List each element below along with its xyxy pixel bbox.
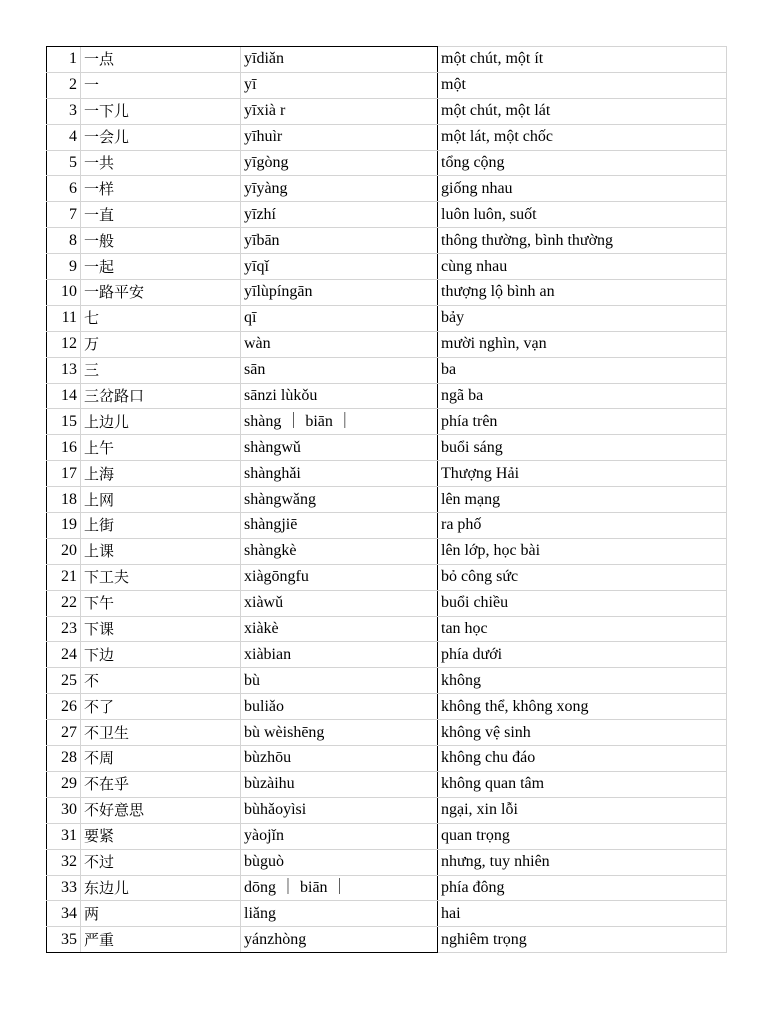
pinyin-cell: xiàkè [241, 616, 438, 642]
table-row [47, 150, 727, 176]
pinyin-cell: yīgòng [241, 150, 438, 176]
meaning-cell: không thể, không xong [438, 694, 727, 720]
table-row [47, 694, 727, 720]
meaning-cell: nghiêm trọng [438, 927, 727, 953]
hanzi-cell: 一共 [81, 150, 241, 176]
row-number-cell: 23 [47, 616, 81, 642]
row-number-cell: 33 [47, 875, 81, 901]
hanzi-cell: 上课 [81, 538, 241, 564]
meaning-cell: buổi sáng [438, 435, 727, 461]
table-row [47, 564, 727, 590]
row-number-cell: 18 [47, 487, 81, 513]
meaning-cell: không [438, 668, 727, 694]
meaning-cell: buổi chiều [438, 590, 727, 616]
pinyin-cell: bùhǎoyìsi [241, 797, 438, 823]
row-number-cell: 21 [47, 564, 81, 590]
hanzi-cell: 万 [81, 331, 241, 357]
row-number-cell: 6 [47, 176, 81, 202]
row-number-cell: 7 [47, 202, 81, 228]
table-row [47, 305, 727, 331]
row-number-cell: 32 [47, 849, 81, 875]
row-number-cell: 3 [47, 98, 81, 124]
pinyin-cell: yīlùpíngān [241, 280, 438, 306]
hanzi-cell: 下课 [81, 616, 241, 642]
table-row [47, 47, 727, 73]
pinyin-cell: bù wèishēng [241, 720, 438, 746]
row-number-cell: 8 [47, 228, 81, 254]
hanzi-cell: 一会儿 [81, 124, 241, 150]
pinyin-cell: yīyàng [241, 176, 438, 202]
hanzi-cell: 三岔路口 [81, 383, 241, 409]
hanzi-cell: 不了 [81, 694, 241, 720]
table-row [47, 642, 727, 668]
row-number-cell: 27 [47, 720, 81, 746]
hanzi-cell: 要紧 [81, 823, 241, 849]
meaning-cell: không vệ sinh [438, 720, 727, 746]
table-row [47, 538, 727, 564]
pinyin-cell: xiàwǔ [241, 590, 438, 616]
meaning-cell: một chút, một ít [438, 47, 727, 73]
hanzi-cell: 不在乎 [81, 771, 241, 797]
pinyin-cell: xiàbian [241, 642, 438, 668]
pinyin-cell: yīxià r [241, 98, 438, 124]
vocabulary-table [46, 46, 727, 953]
pinyin-cell: xiàgōngfu [241, 564, 438, 590]
row-number-cell: 13 [47, 357, 81, 383]
meaning-cell: tan học [438, 616, 727, 642]
hanzi-cell: 不 [81, 668, 241, 694]
pinyin-cell: dōng ｜ biān ｜ [241, 875, 438, 901]
table-row [47, 357, 727, 383]
table-row [47, 383, 727, 409]
hanzi-cell: 一起 [81, 254, 241, 280]
meaning-cell: phía dưới [438, 642, 727, 668]
row-number-cell: 12 [47, 331, 81, 357]
pinyin-cell: yàojǐn [241, 823, 438, 849]
table-row [47, 849, 727, 875]
meaning-cell: phía đông [438, 875, 727, 901]
pinyin-cell: shàngwǎng [241, 487, 438, 513]
pinyin-cell: bùguò [241, 849, 438, 875]
meaning-cell: ra phố [438, 513, 727, 539]
table-row [47, 331, 727, 357]
pinyin-cell: bùzhōu [241, 746, 438, 772]
pinyin-cell: shàngjiē [241, 513, 438, 539]
row-number-cell: 24 [47, 642, 81, 668]
pinyin-cell: shàng ｜ biān ｜ [241, 409, 438, 435]
row-number-cell: 34 [47, 901, 81, 927]
row-number-cell: 17 [47, 461, 81, 487]
table-row [47, 927, 727, 953]
hanzi-cell: 两 [81, 901, 241, 927]
table-row [47, 435, 727, 461]
row-number-cell: 29 [47, 771, 81, 797]
table-row [47, 823, 727, 849]
row-number-cell: 35 [47, 927, 81, 953]
hanzi-cell: 严重 [81, 927, 241, 953]
meaning-cell: nhưng, tuy nhiên [438, 849, 727, 875]
table-row [47, 720, 727, 746]
hanzi-cell: 不周 [81, 746, 241, 772]
row-number-cell: 22 [47, 590, 81, 616]
meaning-cell: cùng nhau [438, 254, 727, 280]
vocabulary-table-body [47, 47, 727, 953]
table-row [47, 668, 727, 694]
pinyin-cell: wàn [241, 331, 438, 357]
hanzi-cell: 东边儿 [81, 875, 241, 901]
hanzi-cell: 上街 [81, 513, 241, 539]
hanzi-cell: 一般 [81, 228, 241, 254]
hanzi-cell: 下边 [81, 642, 241, 668]
row-number-cell: 19 [47, 513, 81, 539]
pinyin-cell: liǎng [241, 901, 438, 927]
table-row [47, 124, 727, 150]
table-row [47, 875, 727, 901]
meaning-cell: thông thường, bình thường [438, 228, 727, 254]
meaning-cell: lên lớp, học bài [438, 538, 727, 564]
hanzi-cell: 一样 [81, 176, 241, 202]
meaning-cell: một [438, 72, 727, 98]
meaning-cell: không quan tâm [438, 771, 727, 797]
meaning-cell: bỏ công sức [438, 564, 727, 590]
pinyin-cell: yī [241, 72, 438, 98]
meaning-cell: ngại, xin lỗi [438, 797, 727, 823]
table-row [47, 513, 727, 539]
pinyin-cell: shàngwǔ [241, 435, 438, 461]
table-row [47, 901, 727, 927]
meaning-cell: không chu đáo [438, 746, 727, 772]
meaning-cell: thượng lộ bình an [438, 280, 727, 306]
hanzi-cell: 下工夫 [81, 564, 241, 590]
hanzi-cell: 不卫生 [81, 720, 241, 746]
meaning-cell: ngã ba [438, 383, 727, 409]
meaning-cell: lên mạng [438, 487, 727, 513]
pinyin-cell: shànghǎi [241, 461, 438, 487]
table-row [47, 72, 727, 98]
hanzi-cell: 一直 [81, 202, 241, 228]
pinyin-cell: bù [241, 668, 438, 694]
meaning-cell: bảy [438, 305, 727, 331]
pinyin-cell: sānzi lùkǒu [241, 383, 438, 409]
table-row [47, 409, 727, 435]
hanzi-cell: 上午 [81, 435, 241, 461]
table-row [47, 590, 727, 616]
table-row [47, 616, 727, 642]
table-row [47, 771, 727, 797]
row-number-cell: 16 [47, 435, 81, 461]
hanzi-cell: 七 [81, 305, 241, 331]
meaning-cell: tổng cộng [438, 150, 727, 176]
table-row [47, 176, 727, 202]
meaning-cell: một chút, một lát [438, 98, 727, 124]
pinyin-cell: sān [241, 357, 438, 383]
pinyin-cell: bùzàihu [241, 771, 438, 797]
row-number-cell: 11 [47, 305, 81, 331]
pinyin-cell: qī [241, 305, 438, 331]
hanzi-cell: 不好意思 [81, 797, 241, 823]
hanzi-cell: 不过 [81, 849, 241, 875]
pinyin-cell: yīzhí [241, 202, 438, 228]
pinyin-cell: yánzhòng [241, 927, 438, 953]
meaning-cell: luôn luôn, suốt [438, 202, 727, 228]
table-row [47, 228, 727, 254]
row-number-cell: 1 [47, 47, 81, 73]
table-row [47, 98, 727, 124]
hanzi-cell: 一 [81, 72, 241, 98]
row-number-cell: 31 [47, 823, 81, 849]
pinyin-cell: yīqǐ [241, 254, 438, 280]
meaning-cell: giống nhau [438, 176, 727, 202]
hanzi-cell: 上边儿 [81, 409, 241, 435]
hanzi-cell: 上海 [81, 461, 241, 487]
pinyin-cell: buliǎo [241, 694, 438, 720]
table-row [47, 797, 727, 823]
row-number-cell: 2 [47, 72, 81, 98]
table-row [47, 202, 727, 228]
row-number-cell: 26 [47, 694, 81, 720]
table-row [47, 254, 727, 280]
hanzi-cell: 下午 [81, 590, 241, 616]
meaning-cell: hai [438, 901, 727, 927]
meaning-cell: Thượng Hải [438, 461, 727, 487]
row-number-cell: 9 [47, 254, 81, 280]
row-number-cell: 28 [47, 746, 81, 772]
row-number-cell: 4 [47, 124, 81, 150]
row-number-cell: 15 [47, 409, 81, 435]
hanzi-cell: 三 [81, 357, 241, 383]
hanzi-cell: 一下儿 [81, 98, 241, 124]
table-row [47, 280, 727, 306]
hanzi-cell: 一路平安 [81, 280, 241, 306]
meaning-cell: quan trọng [438, 823, 727, 849]
row-number-cell: 30 [47, 797, 81, 823]
pinyin-cell: yībān [241, 228, 438, 254]
row-number-cell: 10 [47, 280, 81, 306]
pinyin-cell: yīhuìr [241, 124, 438, 150]
pinyin-cell: shàngkè [241, 538, 438, 564]
row-number-cell: 5 [47, 150, 81, 176]
hanzi-cell: 上网 [81, 487, 241, 513]
row-number-cell: 20 [47, 538, 81, 564]
table-row [47, 487, 727, 513]
row-number-cell: 25 [47, 668, 81, 694]
table-row [47, 461, 727, 487]
meaning-cell: một lát, một chốc [438, 124, 727, 150]
hanzi-cell: 一点 [81, 47, 241, 73]
row-number-cell: 14 [47, 383, 81, 409]
meaning-cell: mười nghìn, vạn [438, 331, 727, 357]
meaning-cell: phía trên [438, 409, 727, 435]
table-row [47, 746, 727, 772]
pinyin-cell: yīdiǎn [241, 47, 438, 73]
meaning-cell: ba [438, 357, 727, 383]
